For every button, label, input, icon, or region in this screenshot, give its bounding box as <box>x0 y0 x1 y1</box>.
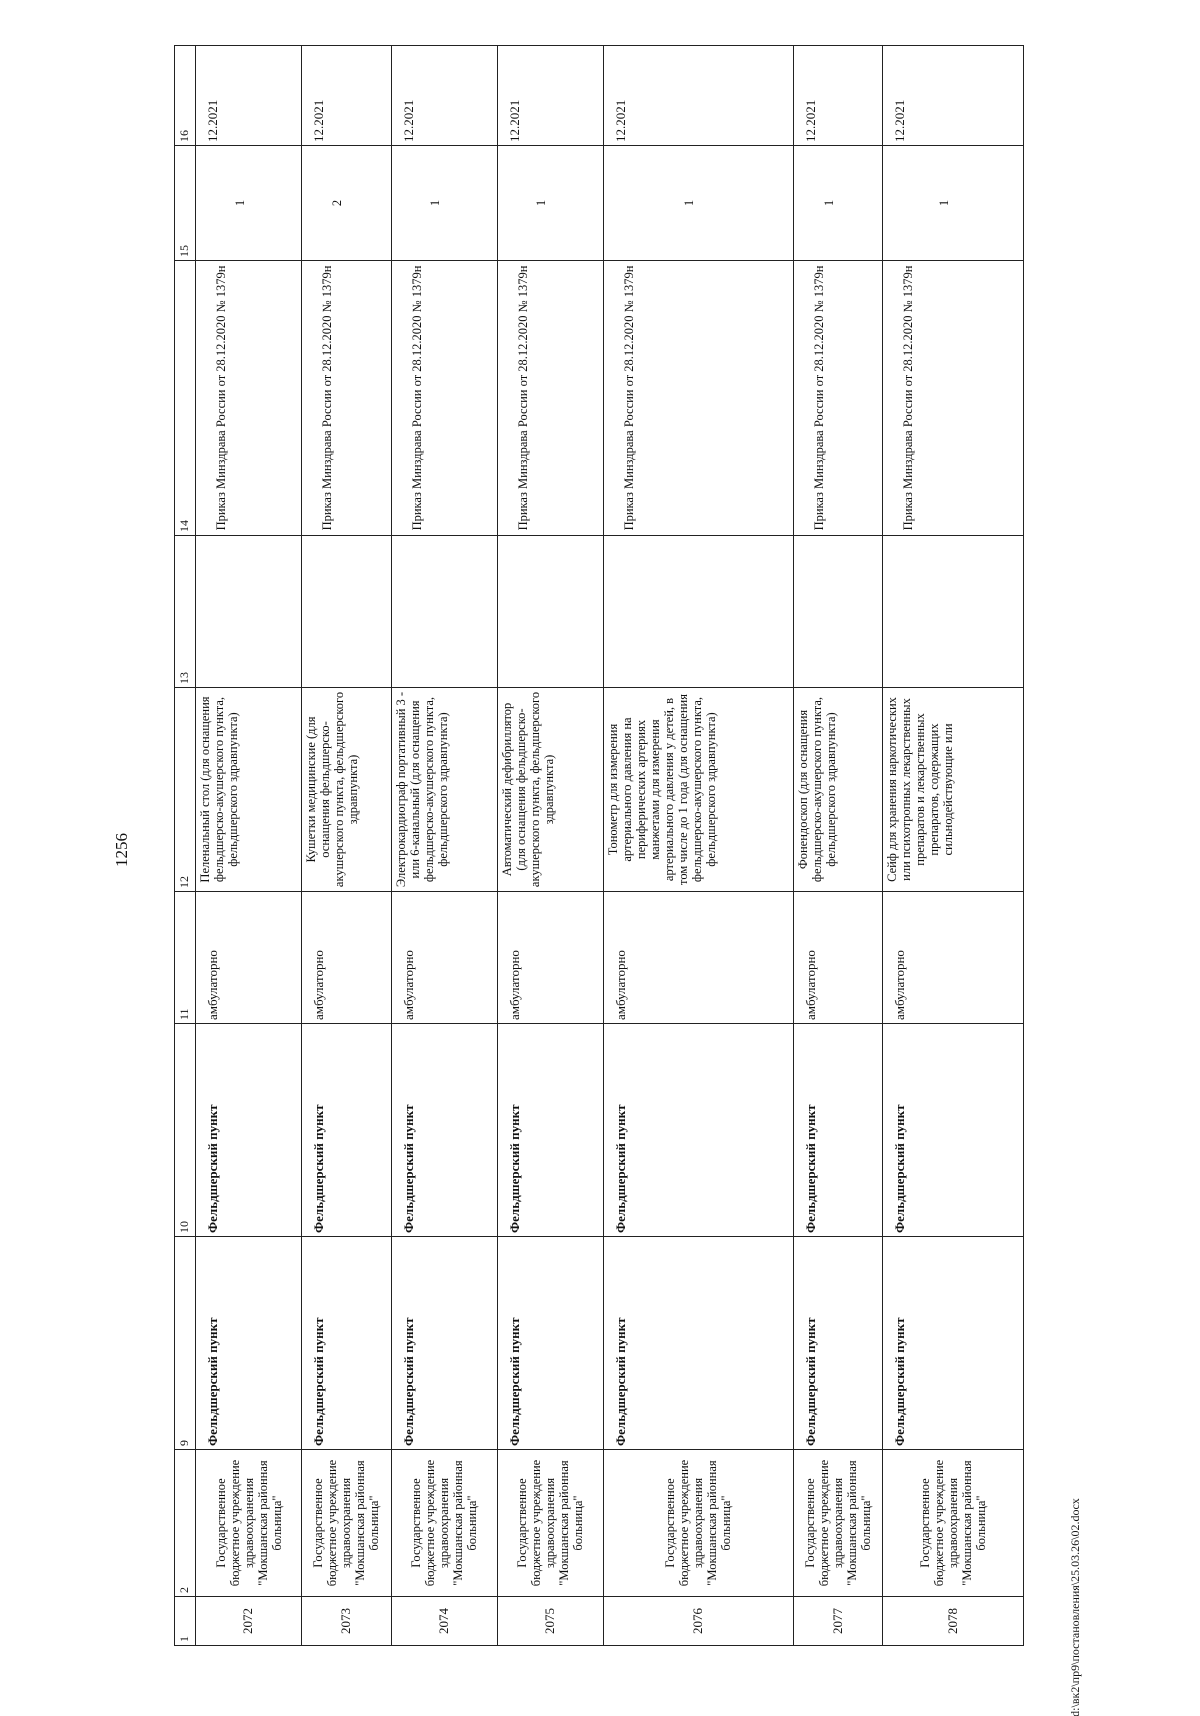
regulation-cell <box>883 261 1024 536</box>
column-13-cell <box>603 536 793 688</box>
facility-type-cell: Фельдшерский пункт <box>603 1024 793 1237</box>
organization-cell: Государственное бюджетное учреждение здравоохранения "Мокшанская районная больница" <box>391 1450 497 1597</box>
row-number: 2076 <box>603 1597 793 1646</box>
date-cell: 12.2021 <box>497 46 603 146</box>
table-row <box>391 46 497 1646</box>
table-row <box>302 46 392 1646</box>
date-cell: 12.2021 <box>793 46 883 146</box>
date-cell: 12.2021 <box>603 46 793 146</box>
care-condition-cell: амбулаторно <box>302 892 392 1024</box>
organization-cell: Государственное бюджетное учреждение здравоохранения "Мокшанская районная больница" <box>793 1450 883 1597</box>
header-cell: 14 <box>175 261 196 536</box>
column-13-cell <box>302 536 392 688</box>
quantity-cell: 2 <box>302 146 392 261</box>
facility-type-cell: Фельдшерский пункт <box>497 1024 603 1237</box>
organization-cell: Государственное бюджетное учреждение здравоохранения "Мокшанская районная больница" <box>497 1450 603 1597</box>
equipment-table <box>174 45 1024 1646</box>
regulation-text: Приказ Минздрава России от 28.12.2020 № 1379н <box>515 265 530 531</box>
header-cell: 12 <box>175 688 196 892</box>
header-cell: 11 <box>175 892 196 1024</box>
equipment-item-cell: Автоматический дефибриллятор (для оснащения фельдшерско-акушерского пункта, фельдшерского здравпункта) <box>497 688 603 892</box>
care-condition-cell: амбулаторно <box>391 892 497 1024</box>
organization-cell: Государственное бюджетное учреждение здравоохранения "Мокшанская районная больница" <box>196 1450 302 1597</box>
regulation-cell <box>793 261 883 536</box>
table-row <box>793 46 883 1646</box>
column-13-cell <box>883 536 1024 688</box>
regulation-text: Приказ Минздрава России от 28.12.2020 № 1379н <box>621 265 636 531</box>
footer-file-path <box>1060 1497 1090 1716</box>
header-cell: 16 <box>175 46 196 146</box>
facility-type-cell: Фельдшерский пункт <box>302 1237 392 1450</box>
regulation-cell <box>497 261 603 536</box>
facility-type-cell: Фельдшерский пункт <box>883 1024 1024 1237</box>
header-cell: 13 <box>175 536 196 688</box>
column-13-cell <box>793 536 883 688</box>
facility-type-cell: Фельдшерский пункт <box>391 1024 497 1237</box>
care-condition-cell: амбулаторно <box>793 892 883 1024</box>
regulation-text: Приказ Минздрава России от 28.12.2020 № 1379н <box>901 265 916 531</box>
header-cell: 1 <box>175 1597 196 1646</box>
regulation-text: Приказ Минздрава России от 28.12.2020 № 1379н <box>320 265 335 531</box>
care-condition-cell: амбулаторно <box>883 892 1024 1024</box>
date-cell: 12.2021 <box>196 46 302 146</box>
regulation-cell <box>391 261 497 536</box>
header-cell: 10 <box>175 1024 196 1237</box>
header-cell: 9 <box>175 1237 196 1450</box>
table-container <box>174 46 1024 1646</box>
page-number-text: 1256 <box>112 833 131 867</box>
equipment-item-cell: Кушетки медицинские (для оснащения фельдшерско-акушерского пункта, фельдшерского здравпункта) <box>302 688 392 892</box>
regulation-cell <box>603 261 793 536</box>
table-row <box>883 46 1024 1646</box>
care-condition-cell: амбулаторно <box>196 892 302 1024</box>
quantity-cell: 1 <box>391 146 497 261</box>
row-number: 2077 <box>793 1597 883 1646</box>
row-number: 2073 <box>302 1597 392 1646</box>
regulation-cell <box>302 261 392 536</box>
row-number: 2078 <box>883 1597 1024 1646</box>
facility-type-cell: Фельдшерский пункт <box>793 1024 883 1237</box>
facility-type-cell: Фельдшерский пункт <box>793 1237 883 1450</box>
rotated-table-wrapper <box>174 46 1024 1646</box>
equipment-item-cell: Тонометр для измерения артериального давления на периферических артериях манжетами для измерения артериального давления у детей, в том числе до 1 года (для оснащения фельдшерско-акушерского пункта, фельдшерского здравпункта) <box>603 688 793 892</box>
page-number <box>102 820 142 880</box>
quantity-cell: 1 <box>497 146 603 261</box>
care-condition-cell: амбулаторно <box>497 892 603 1024</box>
footer-file-path-text: d:\вк2\пр9\постановления\25.03.26\02.docx <box>1067 1497 1082 1716</box>
facility-type-cell: Фельдшерский пункт <box>497 1237 603 1450</box>
quantity-cell: 1 <box>196 146 302 261</box>
quantity-cell: 1 <box>793 146 883 261</box>
column-13-cell <box>497 536 603 688</box>
table-row <box>196 46 302 1646</box>
organization-cell: Государственное бюджетное учреждение здравоохранения "Мокшанская районная больница" <box>302 1450 392 1597</box>
equipment-item-cell: Пеленальный стол (для оснащения фельдшерско-акушерского пункта, фельдшерского здравпункта) <box>196 688 302 892</box>
organization-cell: Государственное бюджетное учреждение здравоохранения "Мокшанская районная больница" <box>883 1450 1024 1597</box>
regulation-text: Приказ Минздрава России от 28.12.2020 № 1379н <box>811 265 826 531</box>
table-row <box>497 46 603 1646</box>
column-13-cell <box>391 536 497 688</box>
row-number: 2075 <box>497 1597 603 1646</box>
date-cell: 12.2021 <box>883 46 1024 146</box>
table-header-row <box>175 46 196 1646</box>
facility-type-cell: Фельдшерский пункт <box>603 1237 793 1450</box>
equipment-item-cell: Электрокардиограф портативный 3 - или 6-канальный (для оснащения фельдшерско-акушерского пункта, фельдшерского здравпункта) <box>391 688 497 892</box>
regulation-cell <box>196 261 302 536</box>
facility-type-cell: Фельдшерский пункт <box>196 1237 302 1450</box>
equipment-item-cell: Фонендоскоп (для оснащения фельдшерско-акушерского пункта, фельдшерского здравпункта) <box>793 688 883 892</box>
equipment-item-cell: Сейф для хранения наркотических или психотропных лекарственных препаратов и лекарственных препаратов, содержащих сильнодействующие или <box>883 688 1024 892</box>
table-row <box>603 46 793 1646</box>
facility-type-cell: Фельдшерский пункт <box>302 1024 392 1237</box>
care-condition-cell: амбулаторно <box>603 892 793 1024</box>
facility-type-cell: Фельдшерский пункт <box>196 1024 302 1237</box>
header-cell: 2 <box>175 1450 196 1597</box>
regulation-text: Приказ Минздрава России от 28.12.2020 № 1379н <box>409 265 424 531</box>
row-number: 2072 <box>196 1597 302 1646</box>
header-cell: 15 <box>175 146 196 261</box>
column-13-cell <box>196 536 302 688</box>
facility-type-cell: Фельдшерский пункт <box>883 1237 1024 1450</box>
row-number: 2074 <box>391 1597 497 1646</box>
quantity-cell: 1 <box>883 146 1024 261</box>
date-cell: 12.2021 <box>391 46 497 146</box>
organization-cell: Государственное бюджетное учреждение здравоохранения "Мокшанская районная больница" <box>603 1450 793 1597</box>
facility-type-cell: Фельдшерский пункт <box>391 1237 497 1450</box>
regulation-text: Приказ Минздрава России от 28.12.2020 № 1379н <box>214 265 228 531</box>
date-cell: 12.2021 <box>302 46 392 146</box>
quantity-cell: 1 <box>603 146 793 261</box>
